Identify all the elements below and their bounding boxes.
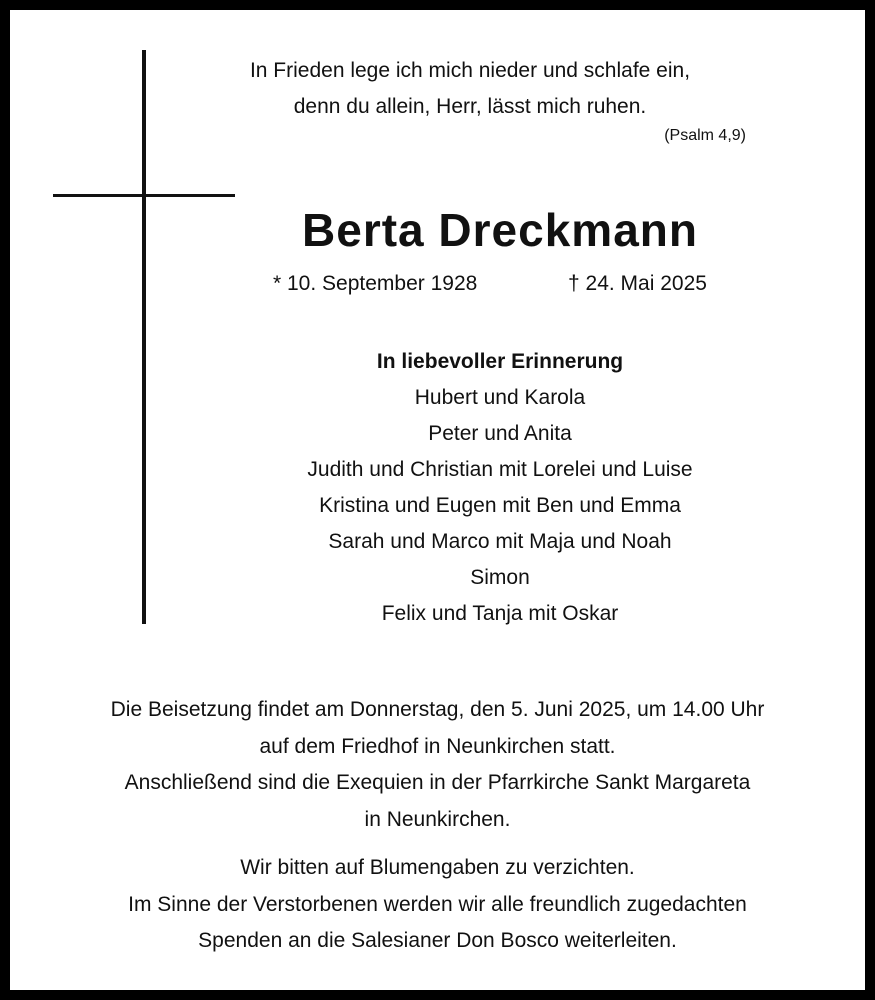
notice-line: auf dem Friedhof in Neunkirchen statt. [259, 734, 616, 758]
deceased-name: Berta Dreckmann [302, 204, 698, 256]
mourner-entry: Felix und Tanja mit Oskar [381, 602, 619, 625]
notice-line: Im Sinne der Verstorbenen werden wir alle freundlich zugedachten [128, 892, 747, 916]
cross-icon-vertical-bar [142, 50, 146, 624]
verse-line: denn du allein, Herr, lässt mich ruhen. [293, 95, 647, 118]
mourner-entry: Judith und Christian mit Lorelei und Luise [307, 458, 693, 481]
cross-icon-horizontal-bar [53, 194, 235, 197]
notice-line: Die Beisetzung findet am Donnerstag, den 5. Juni 2025, um 14.00 Uhr [110, 698, 765, 721]
notice-line: Wir bitten auf Blumengaben zu verzichten. [240, 856, 635, 879]
mourner-entry: Hubert und Karola [414, 386, 586, 409]
notice-line: in Neunkirchen. [364, 807, 511, 831]
death-date: † 24. Mai 2025 [568, 272, 707, 295]
mourner-entry: Kristina und Eugen mit Ben und Emma [319, 494, 681, 517]
donation-notice [40, 850, 835, 960]
mourners-heading: In liebevoller Erinnerung [376, 350, 624, 373]
notice-line: Spenden an die Salesianer Don Bosco weiterleiten. [198, 929, 677, 952]
verse-line: In Frieden lege ich mich nieder und schlafe ein, [249, 59, 691, 82]
mourner-entry: Simon [470, 566, 530, 589]
funeral-notice [40, 692, 835, 838]
verse-reference: (Psalm 4,9) [664, 127, 746, 144]
mourner-entry: Peter und Anita [428, 422, 572, 445]
mourners-list [250, 344, 750, 632]
obituary-notice [10, 10, 865, 990]
notice-line: Anschließend sind die Exequien in der Pfarrkirche Sankt Margareta [124, 771, 751, 794]
psalm-verse [190, 53, 750, 125]
mourner-entry: Sarah und Marco mit Maja und Noah [328, 530, 672, 553]
birth-date: * 10. September 1928 [273, 272, 478, 295]
